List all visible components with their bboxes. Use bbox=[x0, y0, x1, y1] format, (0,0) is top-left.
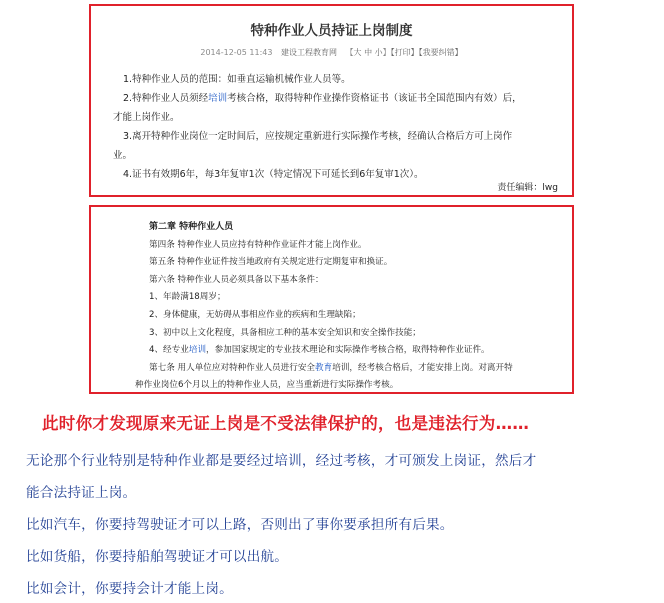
report-error-link[interactable]: 【我要纠错】 bbox=[418, 48, 463, 57]
article-item-3: 3.离开特种作业岗位一定时间后，应按规定重新进行实际操作考核，经确认合格后方可上岗作 bbox=[123, 131, 513, 142]
font-size-bracket-open: 【 bbox=[345, 48, 354, 57]
regulation-body bbox=[135, 219, 564, 395]
commentary-paragraph-4: 比如会计，你要持会计才能上岗。 bbox=[26, 581, 233, 597]
article-meta bbox=[91, 47, 572, 58]
article-item-2-cont: 才能上岗作业。 bbox=[113, 112, 180, 123]
commentary-paragraph-1: 无论那个行业特别是特种作业都是要经过培训，经过考核，才可颁发上岗证，然后才 bbox=[26, 453, 537, 469]
condition-4: 4、经专业培训，参加国家规定的专业技术理论和实际操作考核合格，取得特种作业证件。 bbox=[149, 345, 490, 356]
article-7-cont: 种作业岗位6个月以上的特种作业人员，应当重新进行实际操作考核。 bbox=[135, 380, 399, 391]
article-source[interactable]: 建设工程教育网 bbox=[281, 48, 337, 57]
font-size-large-link[interactable]: 大 bbox=[353, 48, 362, 57]
font-size-medium-link[interactable]: 中 bbox=[364, 48, 373, 57]
regulation-excerpt bbox=[89, 205, 574, 394]
print-link[interactable]: 【打印】 bbox=[390, 48, 419, 57]
training-link-2[interactable]: 培训 bbox=[188, 345, 207, 356]
responsible-editor: 责任编辑：lwg bbox=[497, 183, 558, 193]
education-link[interactable]: 教育 bbox=[315, 362, 333, 373]
training-link[interactable]: 培训 bbox=[208, 93, 228, 104]
article-5: 第五条 特种作业证件按当地政府有关规定进行定期复审和换证。 bbox=[149, 257, 393, 268]
condition-3: 3、初中以上文化程度，具备相应工种的基本安全知识和安全操作技能； bbox=[149, 327, 421, 338]
font-size-small-link[interactable]: 小 bbox=[374, 48, 383, 57]
article-item-2: 2.特种作业人员须经培训考核合格，取得特种作业操作资格证书（该证书全国范围内有效）后， bbox=[123, 93, 522, 104]
article-item-1: 1.特种作业人员的范围：如垂直运输机械作业人员等。 bbox=[123, 74, 351, 85]
article-date: 2014-12-05 11:43 bbox=[200, 48, 273, 57]
article-4: 第四条 特种作业人员应持有特种作业证件才能上岗作业。 bbox=[149, 239, 367, 250]
chapter-heading: 第二章 特种作业人员 bbox=[149, 222, 234, 232]
condition-2: 2、身体健康，无妨碍从事相应作业的疾病和生理缺陷； bbox=[149, 309, 361, 320]
font-size-bracket-close: 】 bbox=[382, 48, 391, 57]
article-title: 特种作业人员持证上岗制度 bbox=[250, 23, 413, 39]
commentary-paragraph-1-cont: 能合法持证上岗。 bbox=[26, 485, 137, 501]
article-excerpt bbox=[89, 4, 574, 197]
article-body bbox=[113, 70, 553, 184]
headline: 此时你才发现原来无证上岗是不受法律保护的，也是违法行为…… bbox=[42, 414, 530, 433]
condition-1: 1、年龄满18周岁； bbox=[149, 292, 226, 303]
article-7: 第七条 用人单位应对特种作业人员进行安全教育培训，经考核合格后，才能安排上岗。对离开特 bbox=[149, 362, 513, 373]
article-6: 第六条 特种作业人员必须具备以下基本条件： bbox=[149, 274, 324, 285]
article-item-4: 4.证书有效期6年，每3年复审1次（特定情况下可延长到6年复审1次）。 bbox=[123, 169, 424, 180]
commentary-paragraph-2: 比如汽车，你要持驾驶证才可以上路，否则出了事你要承担所有后果。 bbox=[26, 517, 454, 533]
commentary-paragraph-3: 比如货船，你要持船舶驾驶证才可以出航。 bbox=[26, 549, 289, 565]
article-item-3-cont: 业。 bbox=[113, 150, 133, 161]
